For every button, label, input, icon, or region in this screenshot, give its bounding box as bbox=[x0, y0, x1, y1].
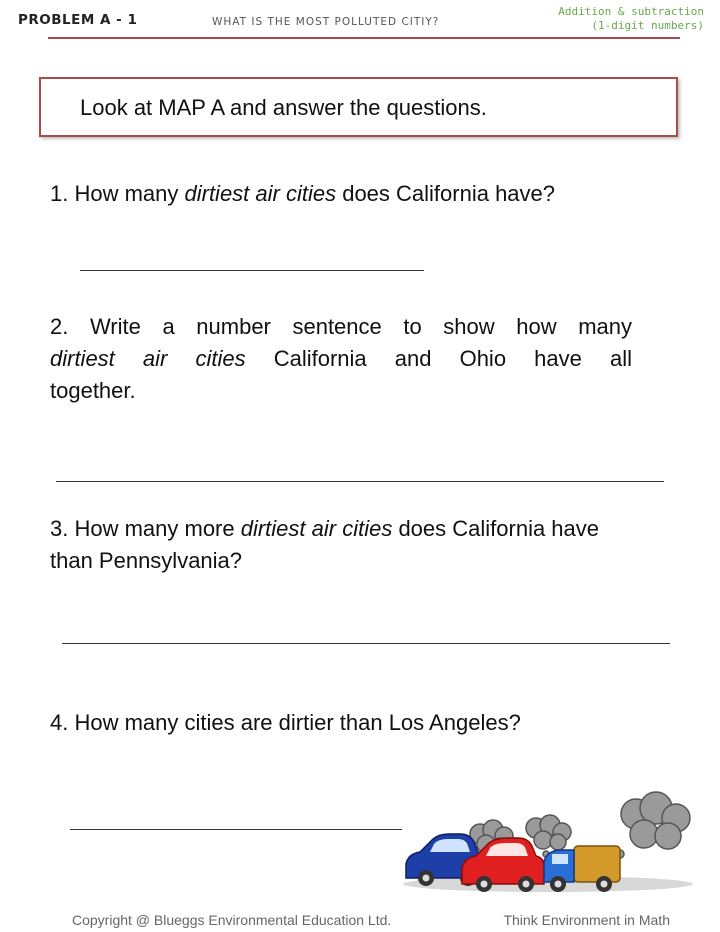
topic-label bbox=[558, 5, 704, 33]
header-divider bbox=[48, 37, 680, 39]
answer-line-3[interactable] bbox=[62, 643, 670, 644]
question-1 bbox=[50, 178, 555, 210]
question-3 bbox=[50, 513, 599, 577]
question-2-line-2 bbox=[50, 343, 632, 375]
problem-id: PROBLEM A - 1 bbox=[18, 12, 138, 28]
answer-line-1[interactable] bbox=[80, 270, 424, 271]
copyright-text: Copyright @ Blueggs Environmental Education Ltd. bbox=[72, 912, 392, 928]
instruction-text: Look at MAP A and answer the questions. bbox=[80, 95, 487, 120]
question-2-line-1: 2. Write a number sentence to show how many bbox=[50, 314, 632, 339]
question-3-post: does California have bbox=[392, 516, 600, 541]
worksheet-subtitle: WHAT IS THE MOST POLLUTED CITIY? bbox=[212, 16, 440, 28]
question-2-line-3: together. bbox=[50, 378, 136, 403]
question-3-italic: dirtiest air cities bbox=[240, 516, 393, 541]
question-1-pre: 1. How many bbox=[50, 181, 185, 206]
answer-line-4[interactable] bbox=[70, 829, 402, 830]
topic-line-2: (1-digit numbers) bbox=[591, 19, 704, 32]
question-1-italic: dirtiest air cities bbox=[184, 181, 337, 206]
topic-line-1: Addition & subtraction bbox=[558, 5, 704, 18]
question-1-post: does California have? bbox=[336, 181, 556, 206]
question-2-italic: dirtiest air cities bbox=[50, 346, 246, 371]
question-4: 4. How many cities are dirtier than Los Angeles? bbox=[50, 710, 521, 735]
question-2 bbox=[50, 311, 632, 407]
question-3-line-2: than Pennsylvania? bbox=[50, 548, 243, 573]
footer-tagline: Think Environment in Math bbox=[503, 912, 670, 928]
answer-line-2[interactable] bbox=[56, 481, 664, 482]
polluting-cars-illustration bbox=[398, 788, 702, 898]
question-3-pre: 3. How many more bbox=[50, 516, 241, 541]
question-2-line-2-post: California and Ohio have all bbox=[245, 346, 633, 371]
